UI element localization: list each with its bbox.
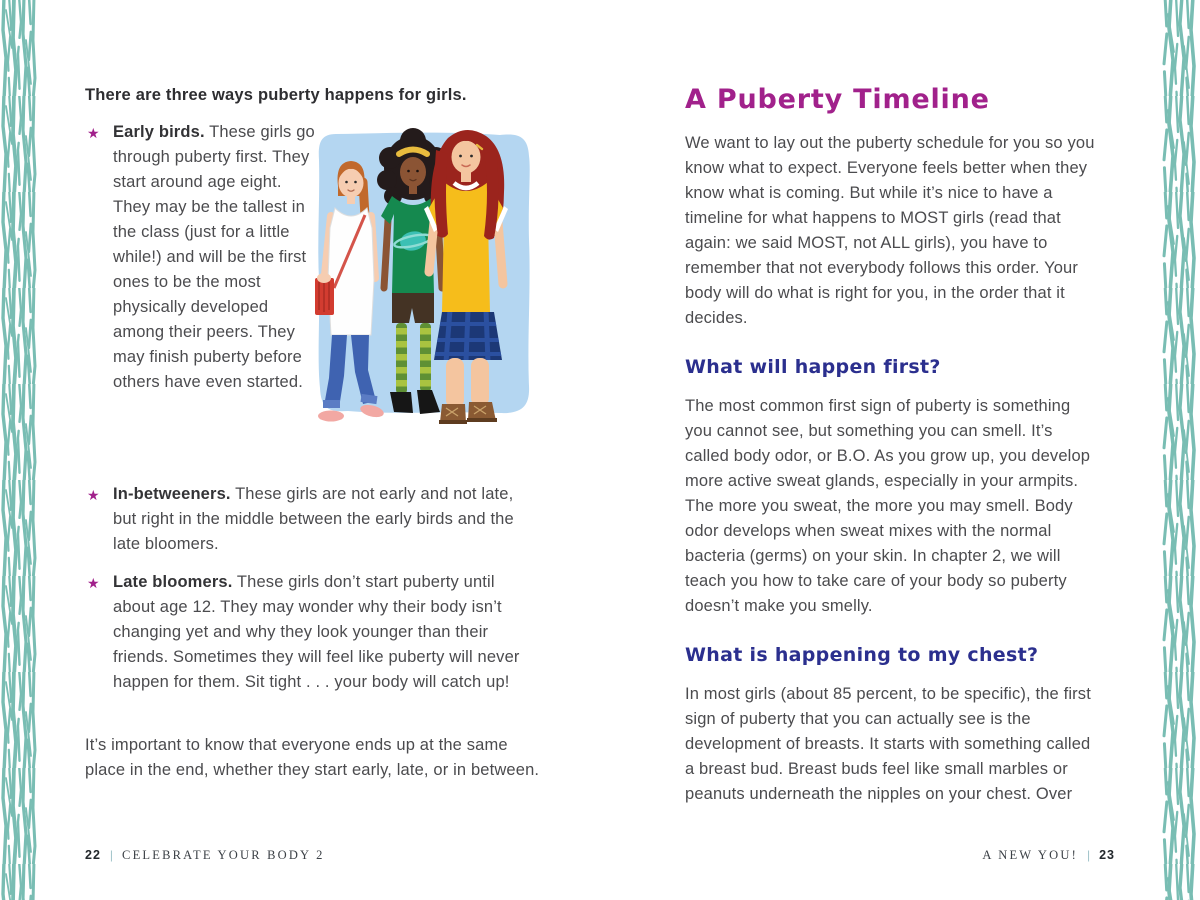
- star-bullet-icon: ★: [87, 487, 100, 503]
- bullet-text: These girls go through puberty first. They start around age eight. They may be the tallest in the class (just for a little while!) and will be the first ones to be the most physically developed among their peers. They may finish puberty before others have even started.: [113, 123, 315, 391]
- subheading-what-is-happening-to-my-chest: What is happening to my chest?: [685, 644, 1039, 666]
- subheading-what-will-happen-first: What will happen first?: [685, 356, 941, 378]
- star-bullet-icon: ★: [87, 125, 100, 141]
- footer-separator: |: [109, 848, 114, 862]
- section-paragraph: In most girls (about 85 percent, to be specific), the first sign of puberty that you can actually see is the development of breasts. It starts with something called a breast bud. Breast buds feel like small marbles or peanuts underneath the nipples on your chest. Over: [685, 685, 1091, 803]
- left-page-footer: [85, 848, 325, 863]
- bullet-in-betweeners: [87, 482, 541, 557]
- book-title: CELEBRATE YOUR BODY 2: [122, 848, 325, 862]
- left-page-heading: There are three ways puberty happens for girls.: [85, 86, 467, 104]
- decorative-border-right-icon: [1160, 0, 1200, 900]
- intro-paragraph: We want to lay out the puberty schedule for you so you know what to expect. Everyone feels better when they know what is coming. But while it’s nice to have a timeline for what happens to MOST girls (read that again: we said MOST, not ALL girls), you have to remember that not everybody follows this order. Your body will do what is right for you, in the order that it decides.: [685, 134, 1095, 327]
- footer-separator: |: [1086, 848, 1091, 862]
- bullet-lead: Early birds.: [113, 123, 205, 141]
- page-number: 23: [1099, 848, 1115, 862]
- page-number: 22: [85, 848, 101, 862]
- section-paragraph: The most common first sign of puberty is something you cannot see, but something you can smell. It’s called body odor, or B.O. As you grow up, you develop more active sweat glands, especially in your armpits. The more you sweat, the more you may smell. Body odor develops when sweat mixes with the normal bacteria (germs) on your skin. In chapter 2, we will teach you how to take care of your body so puberty doesn’t make you smelly.: [685, 397, 1091, 615]
- three-girls-illustration: [308, 120, 542, 432]
- bullet-late-bloomers: [87, 570, 541, 695]
- star-bullet-icon: ★: [87, 575, 100, 591]
- right-page-title: A Puberty Timeline: [685, 84, 990, 115]
- right-page-footer: [815, 848, 1115, 863]
- bullet-text: These girls don’t start puberty until about age 12. They may wonder why their body isn’t changing yet and why they look younger than their friends. Sometimes they will feel like puberty will never happen for them. Sit tight . . . your body will catch up!: [113, 573, 520, 691]
- left-page-closing-paragraph: It’s important to know that everyone ends up at the same place in the end, whether they start early, late, or in between.: [85, 736, 540, 779]
- bullet-early-birds: [87, 120, 318, 395]
- bullet-lead: Late bloomers.: [113, 573, 233, 591]
- chapter-title: A NEW YOU!: [982, 848, 1078, 862]
- bullet-text: These girls are not early and not late, but right in the middle between the early birds and the late bloomers.: [113, 485, 514, 553]
- decorative-border-left-icon: [0, 0, 40, 900]
- bullet-lead: In-betweeners.: [113, 485, 231, 503]
